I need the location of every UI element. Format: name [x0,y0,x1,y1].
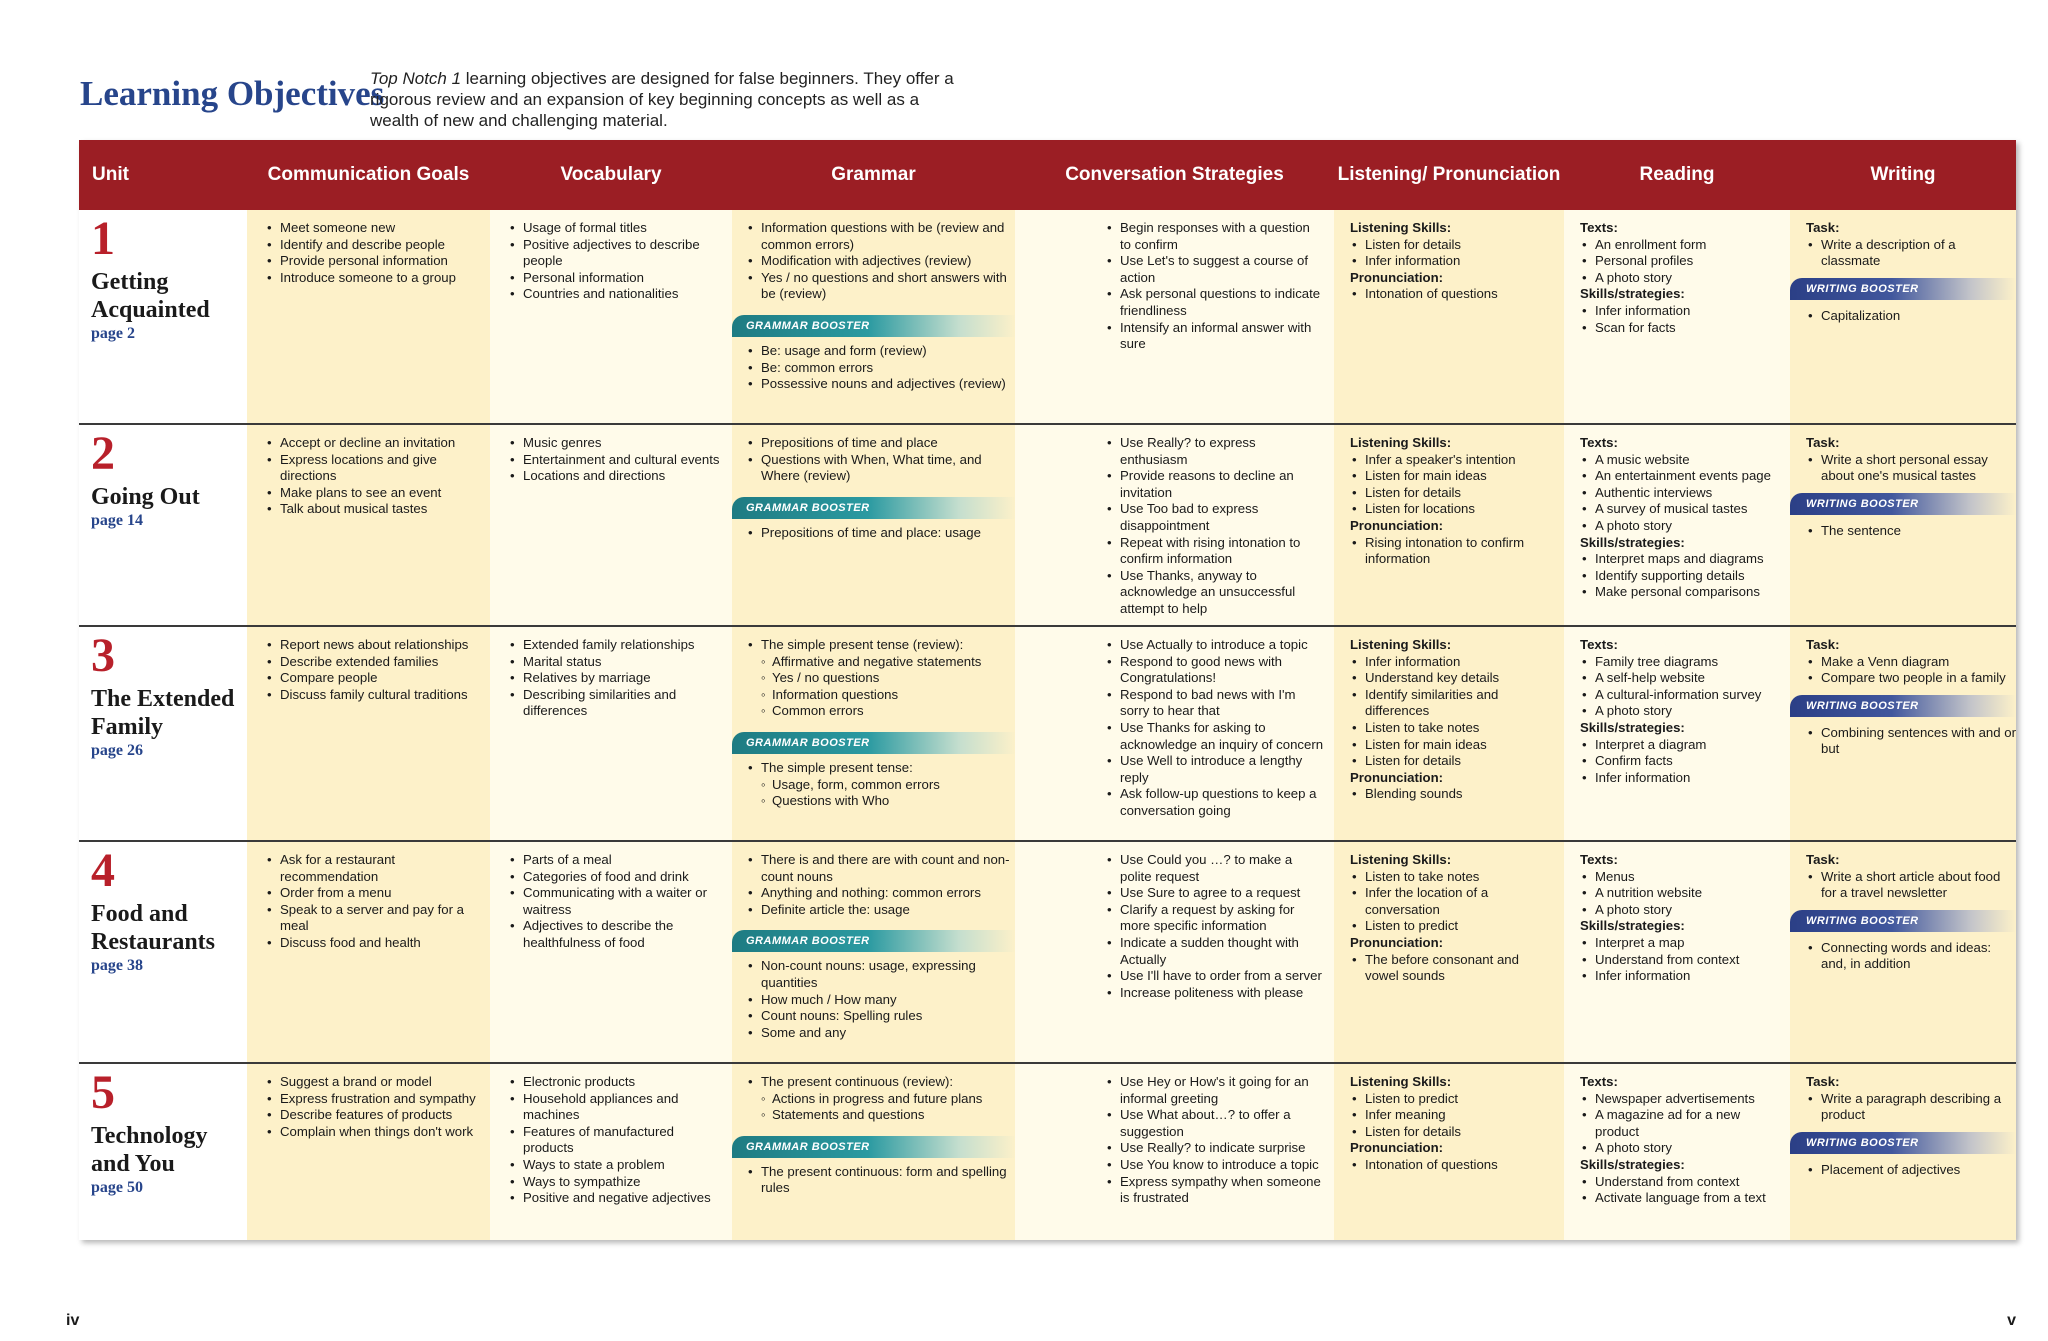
reading-cell [1564,842,1790,1062]
unit-number: 2 [91,427,115,480]
list-item: • Introduce someone to a group [280,270,480,287]
list-item: • Infer the location of a conversation [1365,885,1554,918]
sub-item: ◦ Usage, form, common errors [772,777,1015,794]
sub-item: ◦ Actions in progress and future plans [772,1091,1015,1108]
unit-page-link[interactable]: page 14 [91,512,143,529]
unit-number: 4 [91,844,115,897]
writing-booster-banner: WRITING BOOSTER [1790,1132,2016,1154]
intro-text: learning objectives are designed for false beginners. They offer a rigorous review and an expansion of key beginning concepts as well as a wealth of new and challenging material. [370,69,954,130]
list-item: • Entertainment and cultural events [523,452,722,469]
col-header-writing: Writing [1870,164,1936,185]
texts-label: Texts: [1580,637,1618,652]
listening-pronunciation-cell [1334,627,1564,840]
list-item: • Personal profiles [1595,253,1780,270]
skills-strategies-label: Skills/strategies: [1580,534,1685,550]
list-item: • Use Thanks, anyway to acknowledge an unsuccessful attempt to help [1120,568,1324,618]
list-item: • Use Sure to agree to a request [1120,885,1324,902]
unit-title: Food and Restaurants [91,901,215,955]
list-item: • Music genres [523,435,722,452]
vocabulary-cell [490,627,732,840]
list-item: • Positive adjectives to describe people [523,237,722,270]
list-item: • Interpret a diagram [1595,737,1780,754]
list-item: • Infer information [1365,654,1554,671]
pronunciation-label: Pronunciation: [1350,934,1444,950]
page-title: Learning Objectives [80,74,385,113]
book-title: Top Notch 1 [370,69,462,88]
table-header [79,140,2016,210]
pronunciation-label: Pronunciation: [1350,517,1444,533]
listening-skills-label: Listening Skills: [1350,852,1452,867]
reading-cell [1564,1064,1790,1240]
list-item: • A photo story [1595,270,1780,287]
list-item: • Respond to bad news with I'm sorry to hear that [1120,687,1324,720]
conversation-strategies-cell [1015,627,1334,840]
list-item: • Yes / no questions and short answers with be (review) [761,270,1015,303]
skills-strategies-label: Skills/strategies: [1580,719,1685,735]
list-item: • Accept or decline an invitation [280,435,480,452]
task-label: Task: [1806,220,1840,235]
sub-item: ◦ Yes / no questions [772,670,1015,687]
list-item: • Complain when things don't work [280,1124,480,1141]
list-item: • Express frustration and sympathy [280,1091,480,1108]
list-item: • Compare two people in a family [1821,670,2016,687]
unit-title: Technology and You [91,1123,208,1177]
conversation-strategies-cell [1015,842,1334,1062]
list-item: • Ask personal questions to indicate friendliness [1120,286,1324,319]
page-number-left: iv [66,1312,80,1329]
list-item: • Prepositions of time and place: usage [761,525,1015,542]
list-item: • Write a description of a classmate [1821,237,2016,270]
skills-strategies-label: Skills/strategies: [1580,1156,1685,1172]
list-item: • There is and there are with count and non-count nouns [761,852,1015,885]
list-item: • Listen for locations [1365,501,1554,518]
list-item: • Use Hey or How's it going for an informal greeting [1120,1074,1324,1107]
skills-strategies-label: Skills/strategies: [1580,918,1685,934]
list-item: • Ways to state a problem [523,1157,722,1174]
list-item: • The present continuous: form and spelling rules [761,1164,1015,1197]
list-item: • Interpret maps and diagrams [1595,551,1780,568]
listening-pronunciation-cell [1334,842,1564,1062]
list-item [761,1074,1015,1124]
list-item: • Express sympathy when someone is frustrated [1120,1174,1324,1207]
pronunciation-label: Pronunciation: [1350,769,1444,785]
list-item: • Listen for details [1365,237,1554,254]
listening-skills-label: Listening Skills: [1350,435,1452,450]
list-item: • The before consonant and vowel sounds [1365,952,1554,985]
list-item: • Use Actually to introduce a topic [1120,637,1324,654]
communication-goals-cell [247,627,490,840]
list-item: • Use What about…? to offer a suggestion [1120,1107,1324,1140]
list-item: • A survey of musical tastes [1595,501,1780,518]
list-item: • Make plans to see an event [280,485,480,502]
grammar-booster-banner: GRAMMAR BOOSTER [732,497,1015,519]
list-item: • Increase politeness with please [1120,985,1324,1002]
unit-number: 5 [91,1066,115,1119]
grammar-booster-banner: GRAMMAR BOOSTER [732,732,1015,754]
writing-booster-banner: WRITING BOOSTER [1790,910,2016,932]
writing-cell [1790,210,2016,423]
list-item: • Use You know to introduce a topic [1120,1157,1324,1174]
list-item: • Intonation of questions [1365,1157,1554,1174]
list-item: • Listen to take notes [1365,720,1554,737]
unit-number: 1 [91,212,115,265]
list-item: • Listen for main ideas [1365,737,1554,754]
task-label: Task: [1806,637,1840,652]
listening-pronunciation-cell [1334,210,1564,423]
list-item [761,760,1015,810]
list-item: • Listen to take notes [1365,869,1554,886]
list-item: • Describe features of products [280,1107,480,1124]
col-header-communication-goals: Communication Goals [267,164,470,185]
list-item: • A photo story [1595,518,1780,535]
list-item: • Non-count nouns: usage, expressing quantities [761,958,1015,991]
list-item: • Some and any [761,1025,1015,1042]
list-item: • Locations and directions [523,468,722,485]
list-item: • Anything and nothing: common errors [761,885,1015,902]
texts-label: Texts: [1580,220,1618,235]
list-item: • Write a paragraph describing a product [1821,1091,2016,1124]
list-item: • The sentence [1821,523,2016,540]
listening-skills-label: Listening Skills: [1350,1074,1452,1089]
list-item: • A cultural-information survey [1595,687,1780,704]
col-header-vocabulary: Vocabulary [560,164,662,185]
task-label: Task: [1806,435,1840,450]
writing-booster-banner: WRITING BOOSTER [1790,493,2016,515]
list-item: • Listen for details [1365,485,1554,502]
list-item: • Order from a menu [280,885,480,902]
list-item: • Make a Venn diagram [1821,654,2016,671]
communication-goals-cell [247,1064,490,1240]
unit-cell [79,1064,247,1240]
grammar-booster-banner: GRAMMAR BOOSTER [732,1136,1015,1158]
listening-pronunciation-cell [1334,1064,1564,1240]
list-item: • Use I'll have to order from a server [1120,968,1324,985]
col-header-unit: Unit [92,164,129,185]
list-item: • Blending sounds [1365,786,1554,803]
list-item: • Use Really? to express enthusiasm [1120,435,1324,468]
list-item: • A photo story [1595,703,1780,720]
listening-skills-label: Listening Skills: [1350,220,1452,235]
col-header-listening-pronunciation: Listening/ Pronunciation [1337,164,1561,185]
communication-goals-cell [247,425,490,625]
list-item: • Use Too bad to express disappointment [1120,501,1324,534]
col-header-grammar: Grammar [831,164,916,185]
list-item: • Ask for a restaurant recommendation [280,852,480,885]
texts-label: Texts: [1580,852,1618,867]
unit-row-4 [79,842,2016,1064]
list-item: • Confirm facts [1595,753,1780,770]
list-item: • Describing similarities and differences [523,687,722,720]
list-item: • Marital status [523,654,722,671]
list-item: • Understand from context [1595,952,1780,969]
list-item: • Newspaper advertisements [1595,1091,1780,1108]
list-item: • Extended family relationships [523,637,722,654]
unit-cell [79,842,247,1062]
list-item: • A magazine ad for a new product [1595,1107,1780,1140]
conversation-strategies-cell [1015,1064,1334,1240]
list-item: • Describe extended families [280,654,480,671]
reading-cell [1564,210,1790,423]
list-item: • Express locations and give directions [280,452,480,485]
task-label: Task: [1806,852,1840,867]
list-item: • Interpret a map [1595,935,1780,952]
unit-page-link[interactable]: page 38 [91,957,143,974]
list-item: • Begin responses with a question to confirm [1120,220,1324,253]
list-item: • Discuss family cultural traditions [280,687,480,704]
skills-strategies-label: Skills/strategies: [1580,286,1685,302]
communication-goals-cell [247,210,490,423]
list-item: • Categories of food and drink [523,869,722,886]
reading-cell [1564,627,1790,840]
list-item: • Count nouns: Spelling rules [761,1008,1015,1025]
list-item: • Electronic products [523,1074,722,1091]
list-item: • Infer meaning [1365,1107,1554,1124]
list-item: • Questions with When, What time, and Where (review) [761,452,1015,485]
list-item: • Use Could you …? to make a polite request [1120,852,1324,885]
list-item: • How much / How many [761,992,1015,1009]
list-item: • Provide reasons to decline an invitation [1120,468,1324,501]
list-item: • Infer information [1595,968,1780,985]
list-item: • Listen to predict [1365,1091,1554,1108]
list-item: • Infer a speaker's intention [1365,452,1554,469]
list-item: • Listen to predict [1365,918,1554,935]
grammar-topic: The simple present tense: [761,759,913,775]
unit-cell [79,627,247,840]
unit-number: 3 [91,629,115,682]
writing-booster-banner: WRITING BOOSTER [1790,278,2016,300]
list-item: • Use Well to introduce a lengthy reply [1120,753,1324,786]
unit-row-5 [79,1064,2016,1240]
list-item: • Prepositions of time and place [761,435,1015,452]
list-item: • An enrollment form [1595,237,1780,254]
texts-label: Texts: [1580,435,1618,450]
list-item: • A music website [1595,452,1780,469]
list-item: • Listen for main ideas [1365,468,1554,485]
list-item: • Family tree diagrams [1595,654,1780,671]
unit-title: Going Out [91,484,200,510]
unit-row-1 [79,210,2016,425]
grammar-topic: The present continuous (review): [761,1074,954,1089]
list-item: • Information questions with be (review and common errors) [761,220,1015,253]
list-item: • Suggest a brand or model [280,1074,480,1091]
list-item: • Meet someone new [280,220,480,237]
list-item: • Listen for details [1365,1124,1554,1141]
list-item: • A photo story [1595,1140,1780,1157]
unit-row-3 [79,627,2016,842]
unit-page-link[interactable]: page 26 [91,742,143,759]
list-item: • Discuss food and health [280,935,480,952]
list-item [761,637,1015,720]
list-item: • Talk about musical tastes [280,501,480,518]
grammar-cell [732,210,1015,423]
grammar-booster-banner: GRAMMAR BOOSTER [732,930,1015,952]
list-item: • Parts of a meal [523,852,722,869]
pronunciation-label: Pronunciation: [1350,1140,1444,1156]
writing-booster-banner: WRITING BOOSTER [1790,695,2016,717]
list-item: • Use Thanks for asking to acknowledge an inquiry of concern [1120,720,1324,753]
list-item: • Understand key details [1365,670,1554,687]
list-item: • Positive and negative adjectives [523,1190,722,1207]
writing-cell [1790,627,2016,840]
list-item: • Compare people [280,670,480,687]
page-number-right: v [2007,1312,2016,1329]
intro-paragraph [370,68,970,131]
list-item: • Identify supporting details [1595,568,1780,585]
list-item: • Possessive nouns and adjectives (review) [761,376,1015,393]
list-item: • Make personal comparisons [1595,584,1780,601]
list-item: • Intonation of questions [1365,286,1554,303]
list-item: • Clarify a request by asking for more specific information [1120,902,1324,935]
writing-cell [1790,425,2016,625]
texts-label: Texts: [1580,1074,1618,1089]
conversation-strategies-cell [1015,425,1334,625]
vocabulary-cell [490,842,732,1062]
unit-page-link[interactable]: page 50 [91,1179,143,1196]
list-item: • Repeat with rising intonation to confirm information [1120,535,1324,568]
conversation-strategies-cell [1015,210,1334,423]
list-item: • Be: common errors [761,360,1015,377]
list-item: • Definite article the: usage [761,902,1015,919]
list-item: • Combining sentences with and or but [1821,725,2016,758]
list-item: • Identify and describe people [280,237,480,254]
grammar-booster-banner: GRAMMAR BOOSTER [732,315,1015,337]
objectives-table [79,140,2016,1240]
list-item: • An entertainment events page [1595,468,1780,485]
grammar-cell [732,627,1015,840]
list-item: • Infer information [1365,253,1554,270]
sub-item: ◦ Statements and questions [772,1107,1015,1124]
list-item: • A self-help website [1595,670,1780,687]
vocabulary-cell [490,210,732,423]
listening-skills-label: Listening Skills: [1350,637,1452,652]
list-item: • Ways to sympathize [523,1174,722,1191]
grammar-cell [732,1064,1015,1240]
sub-item: ◦ Common errors [772,703,1015,720]
unit-title: The Extended Family [91,686,235,740]
task-label: Task: [1806,1074,1840,1089]
page-header [80,64,980,134]
unit-page-link[interactable]: page 2 [91,325,135,342]
list-item: • Adjectives to describe the healthfulness of food [523,918,722,951]
vocabulary-cell [490,1064,732,1240]
writing-cell [1790,1064,2016,1240]
list-item: • Activate language from a text [1595,1190,1780,1207]
unit-row-2 [79,425,2016,627]
list-item: • Authentic interviews [1595,485,1780,502]
vocabulary-cell [490,425,732,625]
writing-cell [1790,842,2016,1062]
list-item: • Provide personal information [280,253,480,270]
sub-item: ◦ Information questions [772,687,1015,704]
list-item: • Placement of adjectives [1821,1162,2016,1179]
list-item: • Write a short personal essay about one's musical tastes [1821,452,2016,485]
list-item: • A nutrition website [1595,885,1780,902]
list-item: • Relatives by marriage [523,670,722,687]
list-item: • Infer information [1595,770,1780,787]
list-item: • Speak to a server and pay for a meal [280,902,480,935]
unit-cell [79,210,247,423]
list-item: • Communicating with a waiter or waitress [523,885,722,918]
list-item: • Be: usage and form (review) [761,343,1015,360]
unit-cell [79,425,247,625]
list-item: • Write a short article about food for a travel newsletter [1821,869,2016,902]
list-item: • Modification with adjectives (review) [761,253,1015,270]
listening-pronunciation-cell [1334,425,1564,625]
list-item: • Identify similarities and differences [1365,687,1554,720]
col-header-conversation-strategies: Conversation Strategies [1065,164,1284,185]
list-item: • Rising intonation to confirm information [1365,535,1554,568]
list-item: • Features of manufactured products [523,1124,722,1157]
grammar-cell [732,425,1015,625]
list-item: • Use Really? to indicate surprise [1120,1140,1324,1157]
list-item: • Report news about relationships [280,637,480,654]
grammar-topic: The simple present tense (review): [761,637,964,652]
list-item: • Personal information [523,270,722,287]
col-header-reading: Reading [1639,164,1715,185]
sub-item: ◦ Affirmative and negative statements [772,654,1015,671]
list-item: • Listen for details [1365,753,1554,770]
list-item: • Indicate a sudden thought with Actually [1120,935,1324,968]
list-item: • Connecting words and ideas: and, in addition [1821,940,2016,973]
list-item: • A photo story [1595,902,1780,919]
unit-title: Getting Acquainted [91,269,210,323]
list-item: • Ask follow-up questions to keep a conversation going [1120,786,1324,819]
list-item: • Use Let's to suggest a course of action [1120,253,1324,286]
list-item: • Intensify an informal answer with sure [1120,320,1324,353]
list-item: • Countries and nationalities [523,286,722,303]
list-item: • Usage of formal titles [523,220,722,237]
list-item: • Menus [1595,869,1780,886]
list-item: • Scan for facts [1595,320,1780,337]
pronunciation-label: Pronunciation: [1350,269,1444,285]
reading-cell [1564,425,1790,625]
sub-item: ◦ Questions with Who [772,793,1015,810]
list-item: • Understand from context [1595,1174,1780,1191]
list-item: • Respond to good news with Congratulations! [1120,654,1324,687]
list-item: • Infer information [1595,303,1780,320]
communication-goals-cell [247,842,490,1062]
list-item: • Capitalization [1821,308,2016,325]
list-item: • Household appliances and machines [523,1091,722,1124]
grammar-cell [732,842,1015,1062]
